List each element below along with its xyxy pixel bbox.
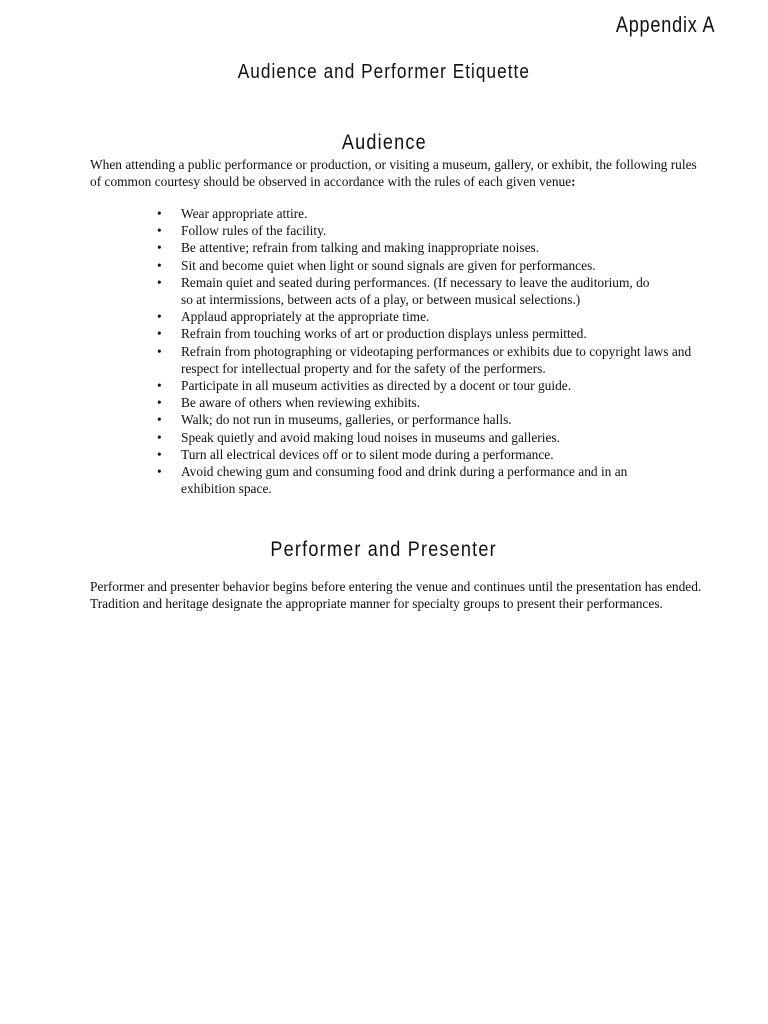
list-item: [157, 274, 717, 308]
rule-text: Be aware of others when reviewing exhibits.: [181, 395, 421, 411]
rule-text: Walk; do not run in museums, galleries, or performance halls.: [181, 412, 512, 428]
list-item: [157, 429, 717, 446]
rule-text: Turn all electrical devices off or to silent mode during a performance.: [181, 446, 554, 462]
bullet-icon: •: [157, 257, 162, 273]
audience-heading-text: Audience: [341, 131, 427, 154]
list-item: [157, 411, 717, 428]
bullet-icon: •: [157, 343, 162, 359]
audience-heading: [0, 131, 768, 155]
list-item: [157, 257, 717, 274]
rule-text: Participate in all museum activities as directed by a docent or tour guide.: [181, 378, 572, 394]
rule-text: Refrain from touching works of art or production displays unless permitted.: [181, 326, 587, 342]
bullet-icon: •: [157, 412, 162, 428]
list-item: [157, 343, 717, 377]
audience-rules-list: [157, 205, 717, 497]
bullet-icon: •: [157, 309, 162, 325]
bullet-icon: •: [157, 223, 162, 239]
performer-paragraph: Performer and presenter behavior begins before entering the venue and continues until the presentation has ended. Tradition and heritage designate the appropriate manner for specialty groups to present their performances.: [90, 579, 702, 611]
bullet-icon: •: [157, 446, 162, 462]
bullet-icon: •: [157, 395, 162, 411]
rule-text: Remain quiet and seated during performances. (If necessary to leave the auditorium, do so at intermissions, between acts of a play, or between musical selections.): [181, 274, 650, 308]
list-item: [157, 394, 717, 411]
page-title: [0, 61, 768, 84]
bullet-icon: •: [157, 326, 162, 342]
page-title-text: Audience and Performer Etiquette: [237, 61, 531, 83]
rule-text: Sit and become quiet when light or sound signals are given for performances.: [181, 257, 596, 273]
list-item: [157, 205, 717, 222]
list-item: [157, 325, 717, 342]
bullet-icon: •: [157, 206, 162, 221]
list-item: [157, 308, 717, 325]
rule-text: Avoid chewing gum and consuming food and drink during a performance and in an exhibition space.: [181, 464, 628, 497]
list-item: [157, 446, 717, 463]
performer-heading: [0, 538, 768, 562]
list-item: [157, 463, 717, 497]
rule-text: Be attentive; refrain from talking and making inappropriate noises.: [181, 240, 540, 256]
audience-intro-text: When attending a public performance or production, or visiting a museum, gallery, or exhibit, the following rules of common courtesy should be observed in accordance with the rules of each given venue: [90, 157, 697, 189]
audience-intro: [90, 156, 705, 190]
bullet-icon: •: [157, 240, 162, 256]
rule-text: Speak quietly and avoid making loud noises in museums and galleries.: [181, 429, 560, 445]
rule-text: Refrain from photographing or videotaping performances or exhibits due to copyright laws and respect for intellectual property and for the safety of the performers.: [181, 343, 692, 376]
appendix-label: Appendix A: [615, 12, 715, 37]
rule-text: Wear appropriate attire.: [181, 206, 308, 221]
bullet-icon: •: [157, 378, 162, 394]
list-item: [157, 377, 717, 394]
performer-heading-text: Performer and Presenter: [270, 538, 498, 561]
audience-intro-colon: :: [571, 174, 576, 189]
list-item: [157, 239, 717, 256]
list-item: [157, 222, 717, 239]
rule-text: Applaud appropriately at the appropriate time.: [181, 309, 430, 325]
bullet-icon: •: [157, 429, 162, 445]
bullet-icon: •: [157, 274, 162, 290]
rule-text: Follow rules of the facility.: [181, 223, 327, 239]
bullet-icon: •: [157, 464, 162, 480]
